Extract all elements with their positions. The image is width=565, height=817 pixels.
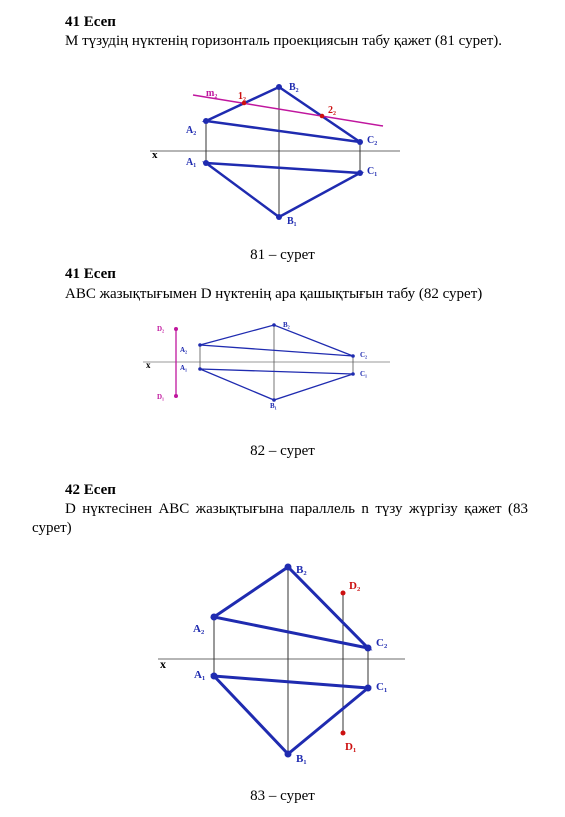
point-A1 [198,367,202,371]
x-axis-label: x [160,657,166,671]
section-heading-41b: 41 Есеп [65,266,116,282]
section-heading-42: 42 Есеп [65,482,116,498]
label-B2: B₂ [283,321,290,329]
label-D2: D₂ [157,325,165,333]
triangle-horizontal [206,163,360,217]
label-C2: C₂ [376,637,388,649]
section-heading-41a: 41 Есеп [65,14,116,30]
point-A2 [203,118,209,124]
point-C1 [351,372,355,376]
label-A2: A₂ [180,346,188,354]
triangle-horizontal [200,369,353,400]
point-A2 [211,614,218,621]
label-A1: A₁ [186,157,197,168]
point-C1 [357,170,363,176]
point-D2 [174,327,178,331]
task-text-83: D нүктесінен АВС жазықтығына параллель n түзу жүргізу қажет (83 сурет) [32,501,528,536]
point-B1 [285,751,292,758]
label-m2: m₂ [206,88,218,99]
figure-caption-81: 81 – сурет [250,247,315,263]
label-C1: C₁ [376,681,388,693]
label-B2: B₂ [289,82,299,93]
figure-82 [143,321,390,410]
point-2-2 [320,114,325,119]
figure-caption-83: 83 – сурет [250,788,315,804]
point-C2 [365,645,372,652]
triangle-frontal [214,567,368,648]
label-2-2: 2₂ [328,105,336,116]
x-axis-label: x [146,360,151,370]
figure-83 [158,564,405,766]
point-C2 [357,139,363,145]
label-B1: B₁ [270,402,277,410]
figure-81 [150,82,400,227]
task-text-82: АВС жазықтығымен D нүктенің ара қашықтығын табу (82 сурет) [65,286,483,302]
point-B2 [276,84,282,90]
label-C2: C₂ [367,135,378,146]
point-B2 [285,564,292,571]
label-B1: B₁ [296,753,307,765]
label-C1: C₁ [360,370,368,378]
x-axis-label: x [152,149,158,161]
label-C2: C₂ [360,351,368,359]
point-A1 [211,673,218,680]
label-B1: B₁ [287,216,297,227]
point-B2 [272,323,276,327]
triangle-frontal [200,325,353,356]
point-A2 [198,343,202,347]
point-D1 [341,731,346,736]
label-D1: D₁ [345,741,357,753]
label-D1: D₁ [157,393,165,401]
point-C1 [365,685,372,692]
point-C2 [351,354,355,358]
label-A1: A₁ [180,364,188,372]
line-m2 [193,95,383,126]
point-D2 [341,591,346,596]
label-D2: D₂ [349,580,361,592]
label-A2: A₂ [193,623,205,635]
label-1-2: 1₂ [238,91,246,102]
label-C1: C₁ [367,166,378,177]
label-B2: B₂ [296,564,307,576]
triangle-frontal [206,87,360,142]
point-A1 [203,160,209,166]
label-A1: A₁ [194,669,206,681]
task-text-81: М түзудің нүктенің горизонталь проекциясын табу қажет (81 сурет). [65,33,503,49]
point-D1 [174,394,178,398]
label-A2: A₂ [186,125,197,136]
point-B1 [276,214,282,220]
figure-caption-82: 82 – сурет [250,443,315,459]
